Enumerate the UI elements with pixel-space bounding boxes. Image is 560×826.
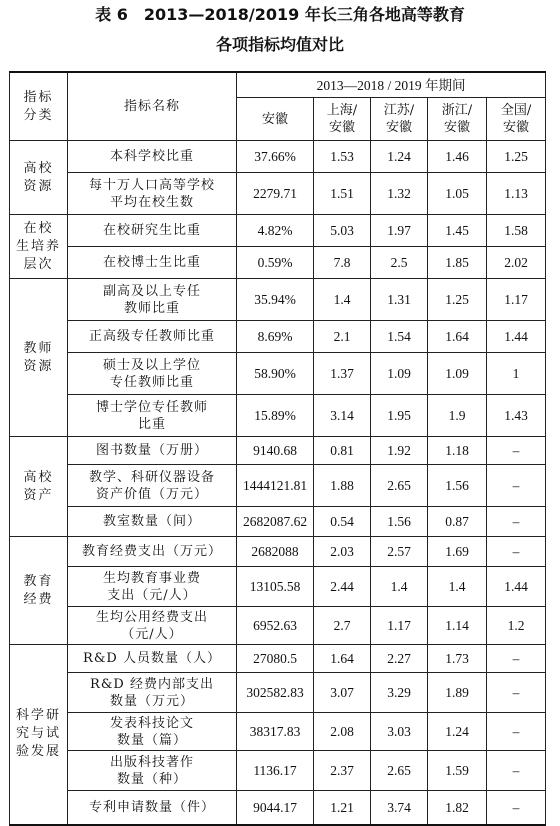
indicator-cell: 发表科技论文 数量（篇） [68, 713, 237, 751]
value-cell-anhui: 35.94% [237, 279, 314, 321]
value-cell-jiangsu-ratio: 3.74 [371, 791, 428, 825]
table-row [10, 141, 546, 173]
header-row-1 [10, 72, 546, 98]
value-cell-shanghai-ratio: 2.7 [314, 607, 371, 645]
table-frame [9, 71, 545, 826]
value-cell-shanghai-ratio: 1.53 [314, 141, 371, 173]
value-cell-anhui: 2682088 [237, 537, 314, 567]
value-cell-national-ratio: – [487, 791, 546, 825]
header-period: 2013—2018 / 2019 年期间 [237, 72, 546, 98]
value-cell-jiangsu-ratio: 2.57 [371, 537, 428, 567]
value-cell-national-ratio: – [487, 537, 546, 567]
value-cell-zhejiang-ratio: 1.56 [428, 465, 487, 507]
category-cell: 高校 资源 [10, 141, 68, 215]
indicator-cell: 正高级专任教师比重 [68, 321, 237, 353]
header-col-national: 全国/ 安徽 [487, 98, 546, 141]
table-row [10, 791, 546, 825]
value-cell-shanghai-ratio: 7.8 [314, 247, 371, 279]
value-cell-shanghai-ratio: 2.37 [314, 751, 371, 791]
value-cell-national-ratio: 1.13 [487, 173, 546, 215]
value-cell-jiangsu-ratio: 2.5 [371, 247, 428, 279]
table-row [10, 215, 546, 247]
header-category: 指标 分类 [10, 72, 68, 141]
indicator-cell: 图书数量（万册） [68, 437, 237, 465]
value-cell-jiangsu-ratio: 1.24 [371, 141, 428, 173]
value-cell-anhui: 6952.63 [237, 607, 314, 645]
value-cell-shanghai-ratio: 1.4 [314, 279, 371, 321]
value-cell-anhui: 2682087.62 [237, 507, 314, 537]
value-cell-anhui: 15.89% [237, 395, 314, 437]
value-cell-national-ratio: 1.2 [487, 607, 546, 645]
table-row [10, 673, 546, 713]
value-cell-jiangsu-ratio: 3.03 [371, 713, 428, 751]
value-cell-jiangsu-ratio: 2.65 [371, 751, 428, 791]
indicator-cell: 本科学校比重 [68, 141, 237, 173]
value-cell-jiangsu-ratio: 3.29 [371, 673, 428, 713]
value-cell-zhejiang-ratio: 1.9 [428, 395, 487, 437]
table-row [10, 247, 546, 279]
table-row [10, 321, 546, 353]
value-cell-jiangsu-ratio: 1.54 [371, 321, 428, 353]
table-caption [0, 4, 560, 56]
value-cell-national-ratio: – [487, 465, 546, 507]
table-row [10, 507, 546, 537]
table-row [10, 567, 546, 607]
table-row [10, 645, 546, 673]
value-cell-national-ratio: 1.25 [487, 141, 546, 173]
value-cell-shanghai-ratio: 5.03 [314, 215, 371, 247]
value-cell-shanghai-ratio: 1.51 [314, 173, 371, 215]
value-cell-anhui: 9140.68 [237, 437, 314, 465]
value-cell-anhui: 8.69% [237, 321, 314, 353]
value-cell-zhejiang-ratio: 1.46 [428, 141, 487, 173]
value-cell-jiangsu-ratio: 1.92 [371, 437, 428, 465]
value-cell-anhui: 4.82% [237, 215, 314, 247]
value-cell-zhejiang-ratio: 1.64 [428, 321, 487, 353]
value-cell-zhejiang-ratio: 1.18 [428, 437, 487, 465]
header-col-shanghai: 上海/ 安徽 [314, 98, 371, 141]
value-cell-national-ratio: 1.44 [487, 567, 546, 607]
category-cell: 科学研 究与试 验发展 [10, 645, 68, 825]
indicator-cell: 教室数量（间） [68, 507, 237, 537]
value-cell-jiangsu-ratio: 1.31 [371, 279, 428, 321]
indicator-cell: 硕士及以上学位 专任教师比重 [68, 353, 237, 395]
value-cell-zhejiang-ratio: 1.25 [428, 279, 487, 321]
table-row [10, 353, 546, 395]
value-cell-jiangsu-ratio: 1.56 [371, 507, 428, 537]
value-cell-anhui: 2279.71 [237, 173, 314, 215]
table-row [10, 437, 546, 465]
value-cell-jiangsu-ratio: 1.32 [371, 173, 428, 215]
indicator-cell: 生均公用经费支出 （元/人） [68, 607, 237, 645]
value-cell-national-ratio: 2.02 [487, 247, 546, 279]
value-cell-zhejiang-ratio: 1.4 [428, 567, 487, 607]
value-cell-anhui: 1136.17 [237, 751, 314, 791]
value-cell-national-ratio: – [487, 645, 546, 673]
table-row [10, 465, 546, 507]
indicator-cell: 教学、科研仪器设备 资产价值（万元） [68, 465, 237, 507]
value-cell-jiangsu-ratio: 2.65 [371, 465, 428, 507]
header-col-jiangsu: 江苏/ 安徽 [371, 98, 428, 141]
indicator-cell: 在校研究生比重 [68, 215, 237, 247]
value-cell-jiangsu-ratio: 1.95 [371, 395, 428, 437]
value-cell-national-ratio: – [487, 751, 546, 791]
indicator-cell: 专利申请数量（件） [68, 791, 237, 825]
value-cell-shanghai-ratio: 0.54 [314, 507, 371, 537]
value-cell-shanghai-ratio: 2.44 [314, 567, 371, 607]
value-cell-zhejiang-ratio: 0.87 [428, 507, 487, 537]
table-body [10, 141, 546, 825]
caption-line-2: 各项指标均值对比 [215, 35, 344, 54]
value-cell-zhejiang-ratio: 1.45 [428, 215, 487, 247]
value-cell-jiangsu-ratio: 1.97 [371, 215, 428, 247]
value-cell-zhejiang-ratio: 1.73 [428, 645, 487, 673]
value-cell-anhui: 58.90% [237, 353, 314, 395]
value-cell-shanghai-ratio: 1.64 [314, 645, 371, 673]
category-cell: 高校 资产 [10, 437, 68, 537]
value-cell-shanghai-ratio: 1.21 [314, 791, 371, 825]
header-indicator: 指标名称 [68, 72, 237, 141]
indicator-cell: 教育经费支出（万元） [68, 537, 237, 567]
caption-line-1: 表 6 2013—2018/2019 年长三角各地高等教育 [95, 5, 465, 24]
value-cell-shanghai-ratio: 3.14 [314, 395, 371, 437]
value-cell-zhejiang-ratio: 1.69 [428, 537, 487, 567]
table-row [10, 537, 546, 567]
value-cell-shanghai-ratio: 2.1 [314, 321, 371, 353]
value-cell-anhui: 302582.83 [237, 673, 314, 713]
value-cell-national-ratio: – [487, 507, 546, 537]
value-cell-shanghai-ratio: 1.37 [314, 353, 371, 395]
value-cell-anhui: 0.59% [237, 247, 314, 279]
value-cell-zhejiang-ratio: 1.89 [428, 673, 487, 713]
value-cell-shanghai-ratio: 2.03 [314, 537, 371, 567]
value-cell-national-ratio: 1.17 [487, 279, 546, 321]
header-col-zhejiang: 浙江/ 安徽 [428, 98, 487, 141]
value-cell-jiangsu-ratio: 1.09 [371, 353, 428, 395]
value-cell-anhui: 27080.5 [237, 645, 314, 673]
value-cell-zhejiang-ratio: 1.05 [428, 173, 487, 215]
indicator-cell: 每十万人口高等学校 平均在校生数 [68, 173, 237, 215]
indicator-cell: 出版科技著作 数量（种） [68, 751, 237, 791]
indicator-cell: R&D 经费内部支出 数量（万元） [68, 673, 237, 713]
value-cell-national-ratio: 1.43 [487, 395, 546, 437]
value-cell-shanghai-ratio: 2.08 [314, 713, 371, 751]
value-cell-zhejiang-ratio: 1.14 [428, 607, 487, 645]
value-cell-zhejiang-ratio: 1.85 [428, 247, 487, 279]
indicator-cell: R&D 人员数量（人） [68, 645, 237, 673]
value-cell-jiangsu-ratio: 2.27 [371, 645, 428, 673]
table-row [10, 173, 546, 215]
value-cell-national-ratio: 1.58 [487, 215, 546, 247]
value-cell-national-ratio: – [487, 713, 546, 751]
value-cell-anhui: 38317.83 [237, 713, 314, 751]
table-row [10, 279, 546, 321]
value-cell-anhui: 37.66% [237, 141, 314, 173]
header-col-anhui: 安徽 [237, 98, 314, 141]
value-cell-zhejiang-ratio: 1.82 [428, 791, 487, 825]
value-cell-shanghai-ratio: 1.88 [314, 465, 371, 507]
value-cell-national-ratio: 1 [487, 353, 546, 395]
value-cell-national-ratio: 1.44 [487, 321, 546, 353]
value-cell-zhejiang-ratio: 1.09 [428, 353, 487, 395]
indicator-cell: 副高及以上专任 教师比重 [68, 279, 237, 321]
category-cell: 教师 资源 [10, 279, 68, 437]
value-cell-zhejiang-ratio: 1.24 [428, 713, 487, 751]
value-cell-anhui: 1444121.81 [237, 465, 314, 507]
indicator-table [9, 71, 546, 826]
indicator-cell: 生均教育事业费 支出（元/人） [68, 567, 237, 607]
table-row [10, 713, 546, 751]
table-row [10, 751, 546, 791]
value-cell-jiangsu-ratio: 1.4 [371, 567, 428, 607]
indicator-cell: 博士学位专任教师 比重 [68, 395, 237, 437]
table-row [10, 607, 546, 645]
value-cell-shanghai-ratio: 0.81 [314, 437, 371, 465]
indicator-cell: 在校博士生比重 [68, 247, 237, 279]
value-cell-anhui: 9044.17 [237, 791, 314, 825]
value-cell-jiangsu-ratio: 1.17 [371, 607, 428, 645]
value-cell-shanghai-ratio: 3.07 [314, 673, 371, 713]
value-cell-national-ratio: – [487, 437, 546, 465]
category-cell: 在校 生培养 层次 [10, 215, 68, 279]
value-cell-zhejiang-ratio: 1.59 [428, 751, 487, 791]
table-row [10, 395, 546, 437]
value-cell-national-ratio: – [487, 673, 546, 713]
category-cell: 教育 经费 [10, 537, 68, 645]
value-cell-anhui: 13105.58 [237, 567, 314, 607]
